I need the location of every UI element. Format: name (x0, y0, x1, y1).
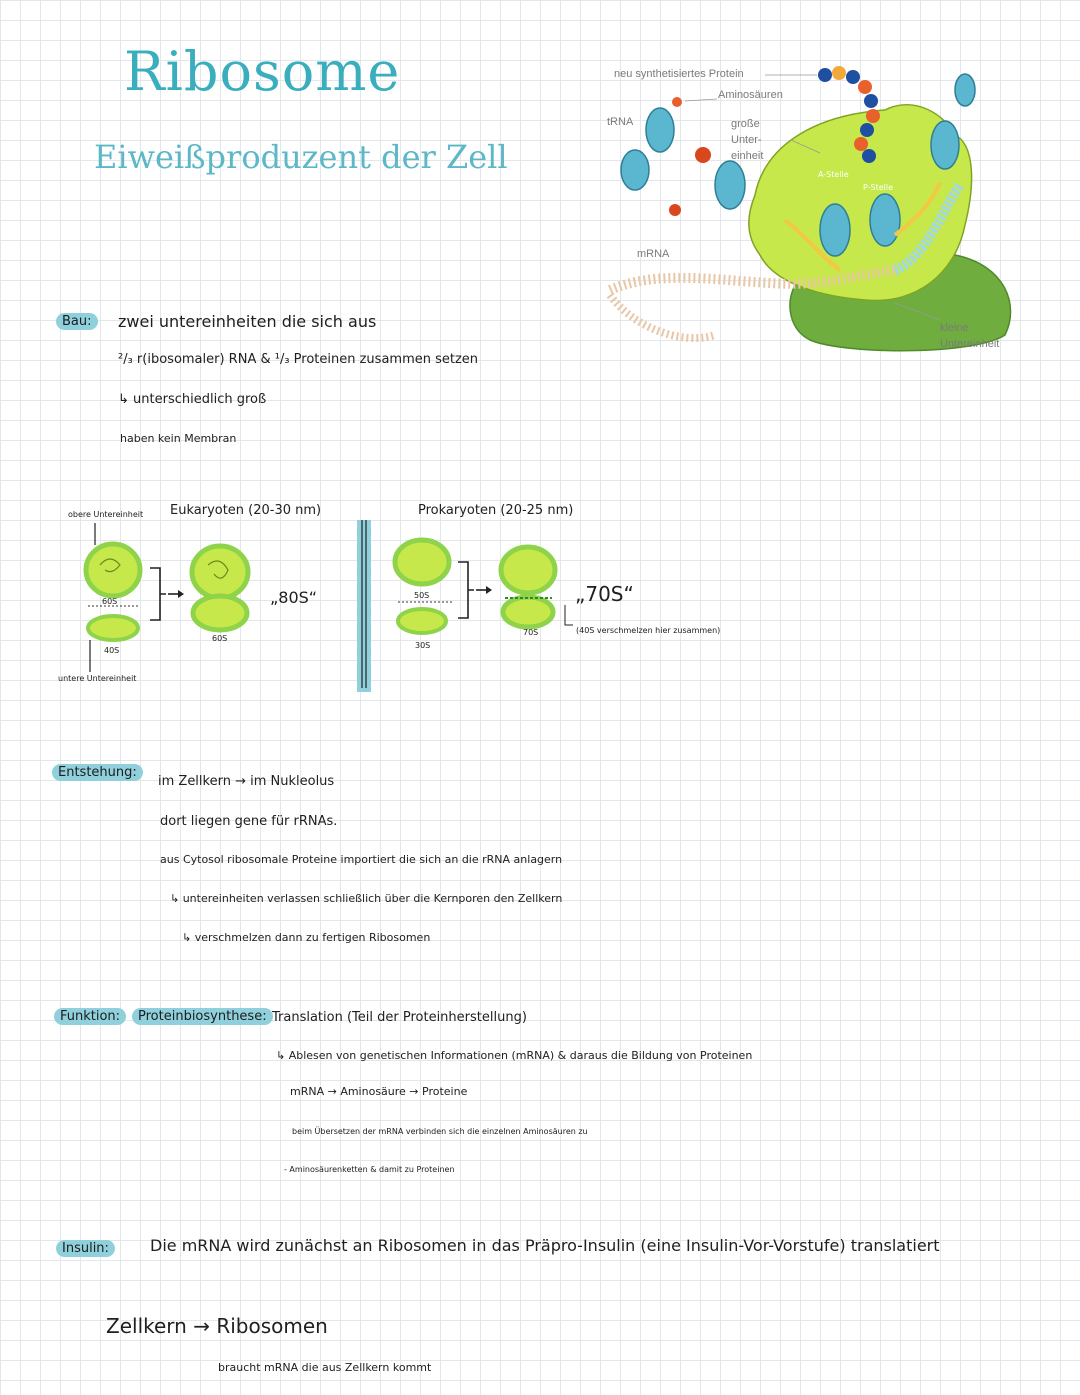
entstehung-line-2: dort liegen gene für rRNAs. (160, 814, 338, 829)
upper-subunit-label: obere Untereinheit (68, 510, 144, 519)
bau-line-3: ↳ unterschiedlich groß (118, 392, 267, 407)
trna-exit (931, 121, 959, 169)
euk-large-subunit (86, 544, 140, 596)
bau-line-4: haben kein Membran (120, 432, 237, 445)
pro-70s-label: „70S“ (575, 582, 634, 606)
bau-line-1: zwei untereinheiten die sich aus (118, 312, 377, 331)
euk-80s-bottom (193, 596, 247, 630)
trna-3 (715, 161, 745, 209)
prokaryote-title: Prokaryoten (20-25 nm) (418, 503, 574, 518)
page-subtitle: Eiweißproduzent der Zell (94, 138, 508, 176)
page-title: Ribosome (124, 40, 401, 103)
pro-70s-top (501, 547, 555, 593)
pro-large-subunit (395, 540, 449, 584)
trna-4 (955, 74, 975, 106)
trna-2 (621, 150, 649, 190)
euk-80s-label: „80S“ (270, 588, 318, 607)
subunit-comparison-diagram (60, 520, 710, 695)
funktion-line-4: beim Übersetzen der mRNA verbinden sich die einzelnen Aminosäuren zu (292, 1127, 588, 1136)
insulin-line-1: Die mRNA wird zunächst an Ribosomen in das Präpro-Insulin (eine Insulin-Vor-Vorstufe) translatiert (150, 1236, 940, 1255)
insulin-tag: Insulin: (56, 1240, 115, 1257)
funktion-tag: Funktion: (54, 1008, 126, 1025)
entstehung-tag: Entstehung: (52, 764, 143, 781)
label-trna: tRNA (607, 116, 634, 128)
euk-40s-label: 40S (104, 646, 120, 655)
ribosome-illustration (595, 55, 1025, 355)
eukaryote-title: Eukaryoten (20-30 nm) (170, 503, 322, 518)
label-large-subunit: große Unter- einheit (731, 118, 764, 162)
trna-a-site (820, 204, 850, 256)
funktion-line-5: - Aminosäurenketten & damit zu Proteinen (284, 1165, 455, 1174)
entstehung-line-5: ↳ verschmelzen dann zu fertigen Ribosomen (182, 931, 431, 944)
proteinbiosynthese-tag: Proteinbiosynthese: (132, 1008, 273, 1025)
funktion-line-1: Translation (Teil der Proteinherstellung) (272, 1010, 527, 1025)
bau-tag: Bau: (56, 313, 98, 330)
pro-small-subunit (398, 609, 446, 633)
lower-subunit-label: untere Untereinheit (58, 674, 137, 683)
label-amino: Aminosäuren (718, 89, 783, 101)
trna-1 (646, 108, 674, 152)
euk-80s-top (192, 546, 248, 598)
insulin-line-3: braucht mRNA die aus Zellkern kommt (218, 1361, 432, 1374)
bau-line-2: ²/₃ r(ibosomaler) RNA & ¹/₃ Proteinen zusammen setzen (118, 352, 479, 367)
label-mrna: mRNA (637, 248, 670, 260)
label-a-site: A-Stelle (818, 170, 849, 179)
euk-60s-label: 60S (102, 597, 118, 606)
pro-50s-label: 50S (414, 591, 430, 600)
entstehung-line-1: im Zellkern → im Nukleolus (158, 774, 335, 789)
pro-70s-bottom (503, 597, 553, 627)
label-protein: neu synthetisiertes Protein (614, 68, 744, 80)
funktion-line-3: mRNA → Aminosäure → Proteine (290, 1085, 468, 1098)
entstehung-line-3: aus Cytosol ribosomale Proteine importiert die sich an die rRNA anlagern (160, 853, 563, 866)
pro-30s-label: 30S (415, 641, 431, 650)
trna-p-site (870, 194, 900, 246)
pro-70s-small-label: 70S (523, 628, 539, 637)
funktion-line-2: ↳ Ablesen von genetischen Informationen (mRNA) & daraus die Bildung von Proteinen (276, 1049, 753, 1062)
entstehung-line-4: ↳ untereinheiten verlassen schließlich über die Kernporen den Zellkern (170, 892, 563, 905)
pro-note: (40S verschmelzen hier zusammen) (576, 626, 721, 635)
label-p-site: P-Stelle (863, 183, 894, 192)
euk-small-60s-label: 60S (212, 634, 228, 643)
euk-small-subunit (88, 616, 138, 640)
free-amino-acid (695, 147, 711, 163)
divider-bar (357, 520, 371, 692)
label-small-subunit: kleine Untereinheit (940, 322, 1000, 350)
insulin-line-2: Zellkern → Ribosomen (106, 1314, 328, 1338)
